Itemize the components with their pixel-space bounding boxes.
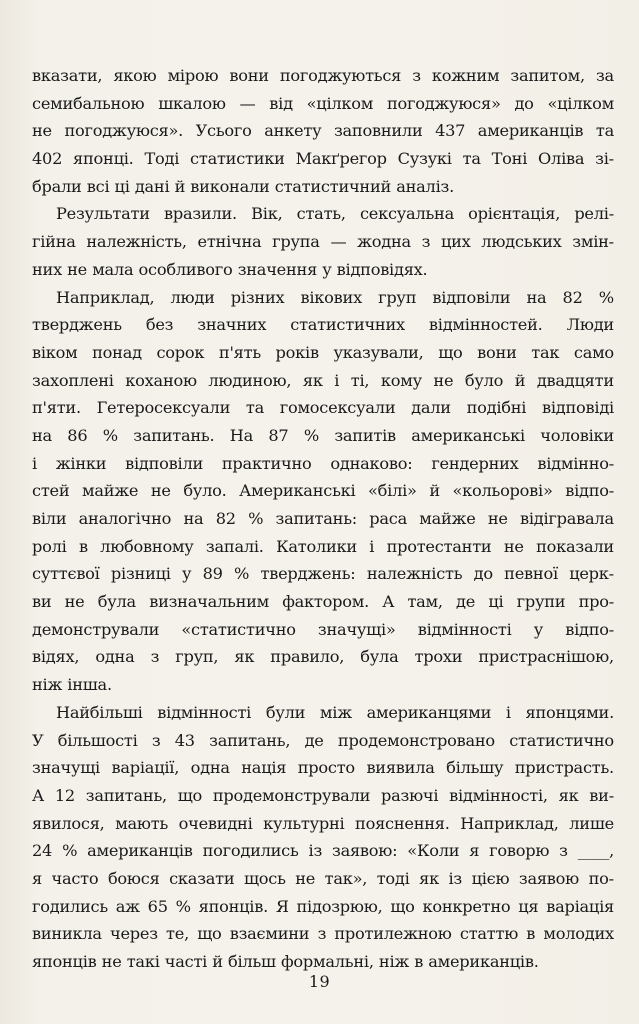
text-line: брали всі ці дані й виконали статистичний аналіз.: [32, 176, 454, 196]
text-line: демонстрували «статистично значущі» відмінності у відпо-: [32, 619, 614, 639]
body-text: [32, 62, 614, 976]
text-line: віком понад сорок п'ять років указували, що вони так само: [32, 342, 614, 362]
text-line: ви не була визначальним фактором. А там, де ці групи про-: [32, 592, 614, 612]
text-line: на 86 % запитань. На 87 % запитів американські чоловіки: [32, 425, 614, 445]
text-line: ніж інша.: [32, 675, 112, 695]
text-line: віли аналогічно на 82 % запитань: раса майже не відігравала: [32, 509, 614, 528]
text-line: захоплені коханою людиною, як і ті, кому не було й двадцяти: [32, 370, 614, 390]
text-line: семибальною шкалою — від «цілком погоджуюся» до «цілком: [32, 93, 614, 113]
text-line: суттєвої різниці у 89 % тверджень: належність до певної церк-: [32, 564, 614, 584]
text-line: них не мала особливого значення у відповідях.: [32, 259, 428, 279]
text-line: годились аж 65 % японців. Я підозрюю, що конкретно ця варіація: [32, 896, 614, 916]
text-line: виникла через те, що взаємини з протилежною статтю в молодих: [32, 924, 614, 944]
text-line: значущі варіації, одна нація просто виявила більшу пристрасть.: [32, 758, 614, 778]
text-line: і жінки відповіли практично однаково: гендерних відмінно-: [32, 453, 614, 473]
text-line: п'яти. Гетеросексуали та гомосексуали дали подібні відповіді: [32, 398, 614, 418]
text-line: А 12 запитань, що продемонстрували разючі відмінності, як ви-: [32, 785, 614, 805]
text-line: Наприклад, люди різних вікових груп відповіли на 82 %: [56, 287, 614, 307]
text-line: вказати, якою мірою вони погоджуються з кожним запитом, за: [32, 66, 614, 85]
text-line: тверджень без значних статистичних відмінностей. Люди: [32, 315, 614, 335]
text-line: я часто боюся сказати щось не так», тоді як із цією заявою по-: [32, 868, 614, 888]
text-line: стей майже не було. Американські «білі» й «кольорові» відпо-: [32, 481, 614, 501]
text-line: не погоджуюся». Усього анкету заповнили 437 американців та: [32, 121, 614, 141]
text-line: У більшості з 43 запитань, де продемонстровано статистично: [32, 730, 614, 750]
text-line: 24 % американців погодились із заявою: «Коли я говорю з ____,: [32, 841, 614, 861]
text-line: Найбільші відмінності були між американцями і японцями.: [56, 702, 614, 722]
text-line: 402 японці. Тоді статистики Макґрегор Сузукі та Тоні Оліва зі-: [32, 149, 614, 169]
text-line: гійна належність, етнічна група — жодна з цих людських змін-: [32, 232, 614, 252]
page-number: 19: [308, 972, 331, 991]
text-line: Результати вразили. Вік, стать, сексуальна орієнтація, релі-: [56, 204, 614, 224]
text-line: відях, одна з груп, як правило, була трохи пристраснішою,: [32, 647, 614, 667]
text-line: японців не такі часті й більш формальні, ніж в американців.: [32, 952, 539, 971]
text-line: ролі в любовному запалі. Католики і протестанти не показали: [32, 536, 614, 556]
text-line: явилося, мають очевидні культурні пояснення. Наприклад, лише: [32, 813, 614, 833]
